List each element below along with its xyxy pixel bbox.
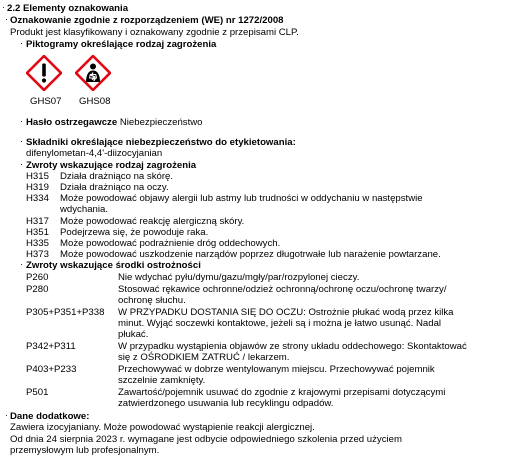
precautionary-text-continued: szczelnie zamknięty. [118, 375, 206, 386]
health-hazard-icon [75, 55, 111, 91]
precautionary-text-continued: się z OŚRODKIEM ZATRUĆ / lekarzem. [118, 352, 290, 363]
precautionary-text-continued: minut. Wyjąć soczewki kontaktowe, jeżeli są i można je łatwo usunąć. Nadal [118, 318, 442, 329]
precautionary-code: P260 [26, 272, 49, 283]
hazard-text: Może powodować reakcję alergiczną skóry. [60, 216, 245, 227]
bullet-dot: · [20, 159, 23, 169]
hazard-text: Podejrzewa się, że powoduje raka. [60, 227, 209, 238]
bullet-dot: · [20, 259, 23, 269]
precautionary-text-continued: płukać. [118, 329, 149, 340]
precautionary-text-continued: zatwierdzonego usuwania lub recyklingu odpadów. [118, 398, 334, 409]
precautionary-code: P342+P311 [26, 341, 76, 352]
ghs08-code: GHS08 [79, 96, 111, 107]
precautionary-code: P403+P233 [26, 364, 77, 375]
additional-line: Zawiera izocyjaniany. Może powodować wystąpienie reakcji alergicznej. [10, 422, 315, 433]
hazard-text: Działa drażniąco na oczy. [60, 182, 169, 193]
precautionary-text: W przypadku wystąpienia objawów ze strony układu oddechowego: Skontaktować [118, 341, 467, 352]
hazard-code: H334 [26, 193, 49, 204]
components-title: Składniki określające niebezpieczeństwo do etykietowania: [26, 137, 296, 148]
signal-word [26, 117, 203, 128]
hazard-text-continued: wdychania. [60, 204, 108, 215]
section-heading: 2.2 Elementy oznakowania [7, 3, 129, 14]
bullet-dot: · [20, 116, 23, 126]
bullet-dot: · [5, 410, 8, 420]
hazard-code: H315 [26, 171, 49, 182]
hazard-code: H373 [26, 249, 49, 260]
labelling-note: Produkt jest klasyfikowany i oznakowany zgodnie z przepisami CLP. [10, 27, 299, 38]
pictograms-title: Piktogramy określające rodzaj zagrożenia [26, 39, 217, 50]
precautionary-text: Zawartość/pojemnik usuwać do zgodnie z krajowymi przepisami dotyczącymi [118, 387, 446, 398]
bullet-dot: · [20, 136, 23, 146]
hazard-text: Może powodować uszkodzenie narządów poprzez długotrwałe lub narażenie powtarzane. [60, 249, 441, 260]
additional-title: Dane dodatkowe: [10, 411, 90, 422]
hazard-text: Może powodować objawy alergii lub astmy lub trudności w oddychaniu w następstwie [60, 193, 423, 204]
hazard-code: H351 [26, 227, 49, 238]
precautionary-text: Przechowywać w dobrze wentylowanym miejscu. Przechowywać pojemnik [118, 364, 435, 375]
additional-line: Od dnia 24 sierpnia 2023 r. wymagane jest odbycie odpowiedniego szkolenia przed użyciem [10, 434, 402, 445]
precautionary-code: P280 [26, 284, 49, 295]
precautionary-statements-title: Zwroty wskazujące środki ostrożności [26, 260, 201, 271]
signal-word-value: Niebezpieczeństwo [119, 117, 203, 128]
components-value: difenylometan-4,4'-diizocyjanian [26, 148, 163, 159]
bullet-dot: · [20, 38, 23, 48]
precautionary-code: P305+P351+P338 [26, 307, 105, 318]
precautionary-text: W PRZYPADKU DOSTANIA SIĘ DO OCZU: Ostrożnie płukać wodą przez kilka [118, 307, 454, 318]
exclamation-mark-icon [26, 55, 62, 91]
signal-word-label: Hasło ostrzegawcze [26, 117, 118, 128]
hazard-text: Działa drażniąco na skórę. [60, 171, 174, 182]
ghs07-pictogram [26, 55, 62, 91]
bullet-dot: · [5, 14, 8, 24]
precautionary-text: Stosować rękawice ochronne/odzież ochronną/ochronę oczu/ochronę twarzy/ [118, 284, 447, 295]
bullet-dot: · [2, 2, 5, 12]
hazard-code: H319 [26, 182, 49, 193]
hazard-code: H335 [26, 238, 49, 249]
hazard-text: Może powodować podrażnienie dróg oddechowych. [60, 238, 281, 249]
precautionary-text: Nie wdychać pyłu/dymu/gazu/mgły/par/rozpylonej cieczy. [118, 272, 360, 283]
precautionary-text-continued: ochronę słuchu. [118, 295, 186, 306]
hazard-statements-title: Zwroty wskazujące rodzaj zagrożenia [26, 160, 197, 171]
ghs07-code: GHS07 [30, 96, 62, 107]
precautionary-code: P501 [26, 387, 49, 398]
ghs08-pictogram [75, 55, 111, 91]
additional-line: przemysłowym lub profesjonalnym. [10, 445, 160, 456]
hazard-code: H317 [26, 216, 49, 227]
labelling-title: Oznakowanie zgodnie z rozporządzeniem (WE) nr 1272/2008 [10, 15, 284, 26]
